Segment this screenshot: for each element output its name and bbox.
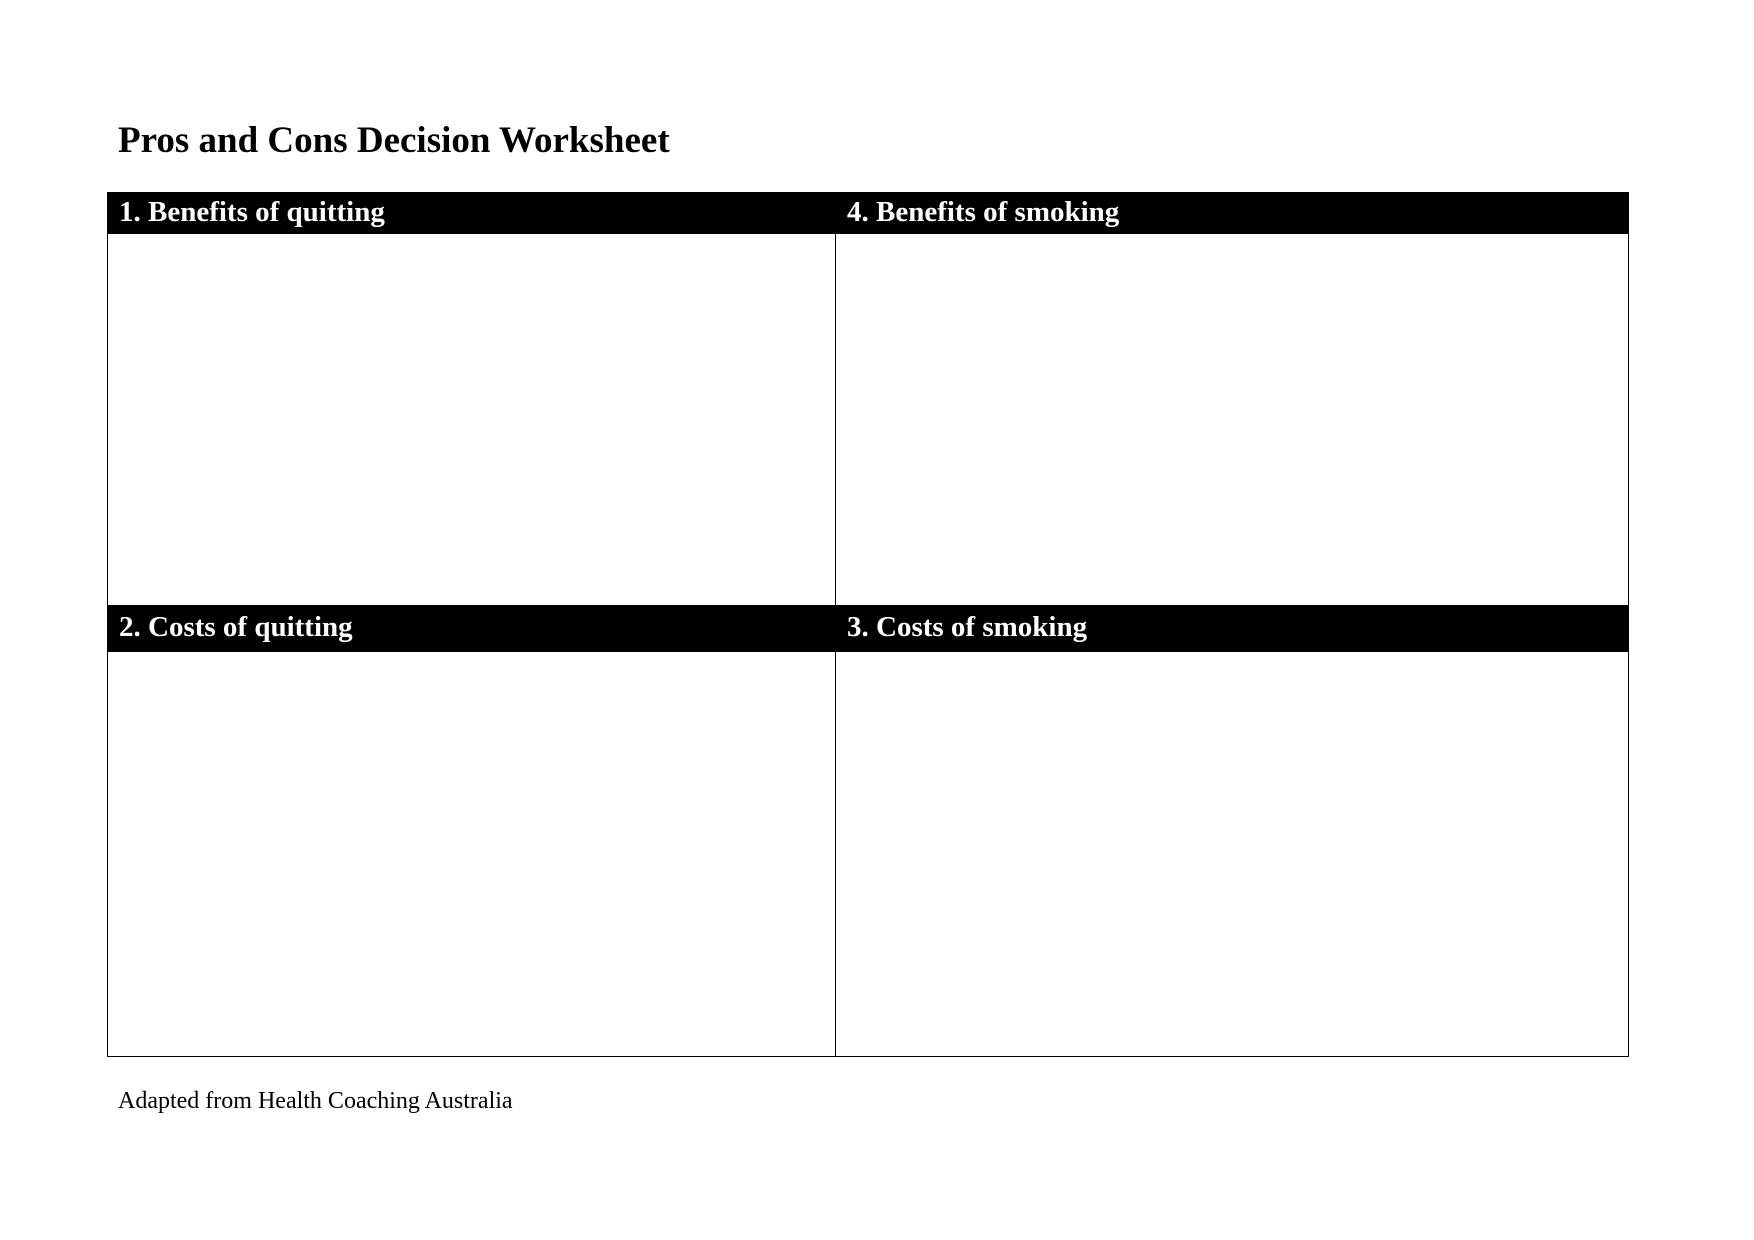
source-credit: Adapted from Health Coaching Australia <box>118 1088 513 1114</box>
worksheet-grid <box>107 192 1629 1057</box>
heading-benefits-of-smoking: 4. Benefits of smoking <box>847 196 1120 228</box>
heading-costs-of-quitting: 2. Costs of quitting <box>119 611 353 643</box>
cell-costs-of-smoking[interactable] <box>836 652 1627 1055</box>
header-row-bottom <box>108 605 1628 652</box>
page-title: Pros and Cons Decision Worksheet <box>118 120 670 161</box>
column-divider <box>835 193 836 1056</box>
cell-benefits-of-quitting[interactable] <box>108 234 835 605</box>
heading-benefits-of-quitting: 1. Benefits of quitting <box>119 196 385 228</box>
header-row-top <box>108 193 1628 234</box>
heading-costs-of-smoking: 3. Costs of smoking <box>847 611 1088 643</box>
cell-costs-of-quitting[interactable] <box>108 652 835 1055</box>
cell-benefits-of-smoking[interactable] <box>836 234 1627 605</box>
